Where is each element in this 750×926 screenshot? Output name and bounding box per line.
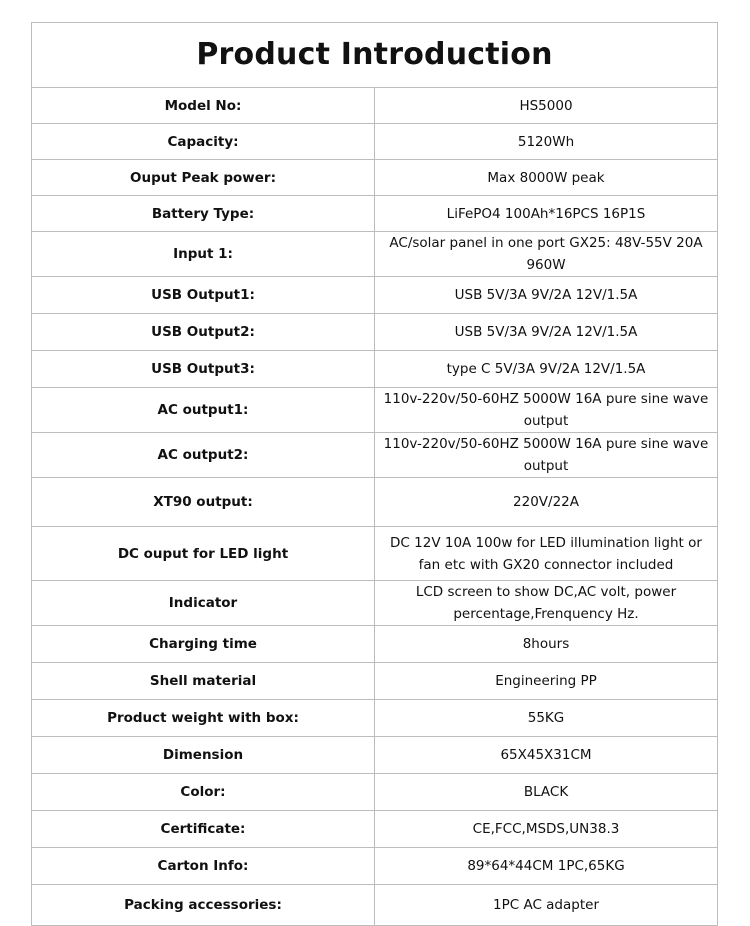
spec-value: USB 5V/3A 9V/2A 12V/1.5A (375, 314, 718, 351)
spec-label: Certificate: (32, 811, 375, 848)
spec-value: Engineering PP (375, 663, 718, 700)
spec-label: DC ouput for LED light (32, 527, 375, 581)
spec-row-carton-info (32, 848, 718, 885)
spec-row-ac-output2 (32, 433, 718, 478)
spec-row-dimension (32, 737, 718, 774)
spec-row-xt90-output (32, 478, 718, 527)
spec-value: Max 8000W peak (375, 160, 718, 196)
spec-value: type C 5V/3A 9V/2A 12V/1.5A (375, 351, 718, 388)
spec-value: CE,FCC,MSDS,UN38.3 (375, 811, 718, 848)
spec-label: Color: (32, 774, 375, 811)
spec-row-charging-time (32, 626, 718, 663)
spec-value: 5120Wh (375, 124, 718, 160)
spec-label: Product weight with box: (32, 700, 375, 737)
spec-row-weight (32, 700, 718, 737)
spec-value: DC 12V 10A 100w for LED illumination light or fan etc with GX20 connector included (375, 527, 718, 581)
spec-value: 55KG (375, 700, 718, 737)
spec-label: Carton Info: (32, 848, 375, 885)
spec-value: LCD screen to show DC,AC volt, power percentage,Frenquency Hz. (375, 581, 718, 626)
spec-value: 110v-220v/50-60HZ 5000W 16A pure sine wave output (375, 433, 718, 478)
spec-row-packing-accessories (32, 885, 718, 926)
spec-row-model (32, 88, 718, 124)
spec-row-peak-power (32, 160, 718, 196)
spec-label: Input 1: (32, 232, 375, 277)
spec-value: HS5000 (375, 88, 718, 124)
title-row (32, 23, 718, 88)
spec-row-dc-output (32, 527, 718, 581)
spec-value: USB 5V/3A 9V/2A 12V/1.5A (375, 277, 718, 314)
spec-row-shell-material (32, 663, 718, 700)
spec-label: Charging time (32, 626, 375, 663)
spec-label: Indicator (32, 581, 375, 626)
spec-value: 8hours (375, 626, 718, 663)
spec-label: Shell material (32, 663, 375, 700)
spec-value: 65X45X31CM (375, 737, 718, 774)
spec-row-capacity (32, 124, 718, 160)
spec-label: USB Output3: (32, 351, 375, 388)
spec-value: LiFePO4 100Ah*16PCS 16P1S (375, 196, 718, 232)
spec-value: 1PC AC adapter (375, 885, 718, 926)
page-title: Product Introduction (32, 23, 718, 88)
spec-label: Dimension (32, 737, 375, 774)
spec-label: Battery Type: (32, 196, 375, 232)
product-spec-table (31, 22, 718, 926)
spec-row-battery-type (32, 196, 718, 232)
spec-value: 220V/22A (375, 478, 718, 527)
spec-label: Packing accessories: (32, 885, 375, 926)
spec-label: XT90 output: (32, 478, 375, 527)
spec-row-color (32, 774, 718, 811)
spec-label: USB Output2: (32, 314, 375, 351)
spec-label: Ouput Peak power: (32, 160, 375, 196)
spec-row-input1 (32, 232, 718, 277)
spec-row-usb-output3 (32, 351, 718, 388)
spec-row-ac-output1 (32, 388, 718, 433)
spec-value: 89*64*44CM 1PC,65KG (375, 848, 718, 885)
spec-value: AC/solar panel in one port GX25: 48V-55V 20A 960W (375, 232, 718, 277)
spec-label: AC output2: (32, 433, 375, 478)
spec-row-indicator (32, 581, 718, 626)
spec-label: AC output1: (32, 388, 375, 433)
spec-label: USB Output1: (32, 277, 375, 314)
spec-label: Capacity: (32, 124, 375, 160)
spec-value: BLACK (375, 774, 718, 811)
spec-value: 110v-220v/50-60HZ 5000W 16A pure sine wave output (375, 388, 718, 433)
spec-row-certificate (32, 811, 718, 848)
spec-label: Model No: (32, 88, 375, 124)
spec-row-usb-output2 (32, 314, 718, 351)
spec-row-usb-output1 (32, 277, 718, 314)
